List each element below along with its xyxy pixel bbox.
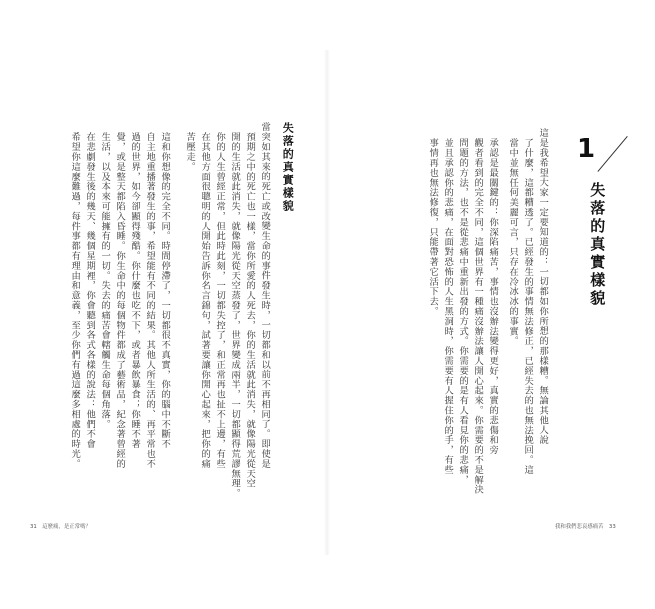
body-column: 預期之中的死亡也一樣，當你所愛的人死去，你的生活就此消失，就像陽光從天空 <box>244 132 256 489</box>
section-heading: 失落的真實樣貌 <box>281 122 295 213</box>
chapter-number: 1 <box>577 134 596 164</box>
body-column: 自主地重播著發生的事，希望能有不同的結果。其他人所生活的、再平常也不 <box>144 132 156 469</box>
body-column: 並且承認你的悲痛，在面對恐怖的人生黑洞時，你需要有人握住你的手，有些 <box>442 138 454 475</box>
body-column: 在其他方面很聰明的人開始告訴你名言錦句，試著要讓你開心起來，把你的痛 <box>199 132 211 469</box>
body-column: 覺，或是整天都陷入昏睡。你生命中的每個物件都成了藝術品，紀念著曾經的 <box>114 132 126 469</box>
left-page-footer: 31 這麼痛，是正常嗎？ <box>30 524 91 530</box>
body-column: 這和你想像的完全不同。時間停滯了，一切都很不真實，你的腦中不斷不 <box>159 132 171 449</box>
body-column: 問題的方法，也不是從悲痛中重新出發的方式。你需要的是有人看見你的悲痛， <box>457 138 469 485</box>
right-page <box>327 50 636 555</box>
body-column: 觀者看到的完全不同，這個世界有一種痛沒辦法讓人開心起來。你需要的不是解決 <box>472 138 484 495</box>
body-column: 事情再也無法修復，只能帶著它活下去。 <box>427 138 439 317</box>
body-column: 當突如其來的死亡或改變生命的事件發生時，一切都和以前不再相同了。即使是 <box>259 122 271 469</box>
chapter-divider <box>597 136 627 172</box>
book-spread <box>18 50 636 555</box>
body-column: 生活，以及本來可能擁有的一切。失去的痛苦會轄觸生命每個角落。 <box>99 132 111 429</box>
body-column: 這是我希望大家一定要知道的：一切都如你所想的那樣糟。無論其他人說 <box>537 128 549 445</box>
chapter-title: 失落的真實樣貌 <box>588 182 607 308</box>
body-column: 過的世界，如今卻顯得殘酷。你什麼也吃不下，或者暴飲暴食；你睡不著 <box>129 132 141 449</box>
body-column: 在悲劇發生後的幾天、幾個星期裡，你會聽到各式各樣的說法：他們不會 <box>84 132 96 449</box>
body-column: 了什麼，這都糟透了。已經發生的事情無法修正，已經失去的也無法挽回。這 <box>522 138 534 475</box>
body-column: 苦壓走。 <box>184 132 196 172</box>
body-column: 希望你這麼難過，每件事都有理由和意義，至少你們有過這麼多相處的時光。 <box>69 132 81 469</box>
body-column: 開的生活就此消失，就像陽光從天空蒸發了，世界變成兩半，一切都顯得荒謬無理。 <box>229 132 241 499</box>
body-column: 承認是最關鍵的：你深陷痛苦，事情也沒辦法變得更好，真實的悲傷和旁 <box>487 138 499 455</box>
left-page <box>18 50 327 555</box>
right-page-footer: 我和我們悲哀感痛苦 33 <box>555 524 616 530</box>
body-column: 當中並無任何美麗可言，只存在冷冰冰的事實。 <box>507 138 519 346</box>
body-column: 你的人生曾經正常，但此時此刻，一切都失控了，和正常再也扯不上邊，有些 <box>214 132 226 469</box>
